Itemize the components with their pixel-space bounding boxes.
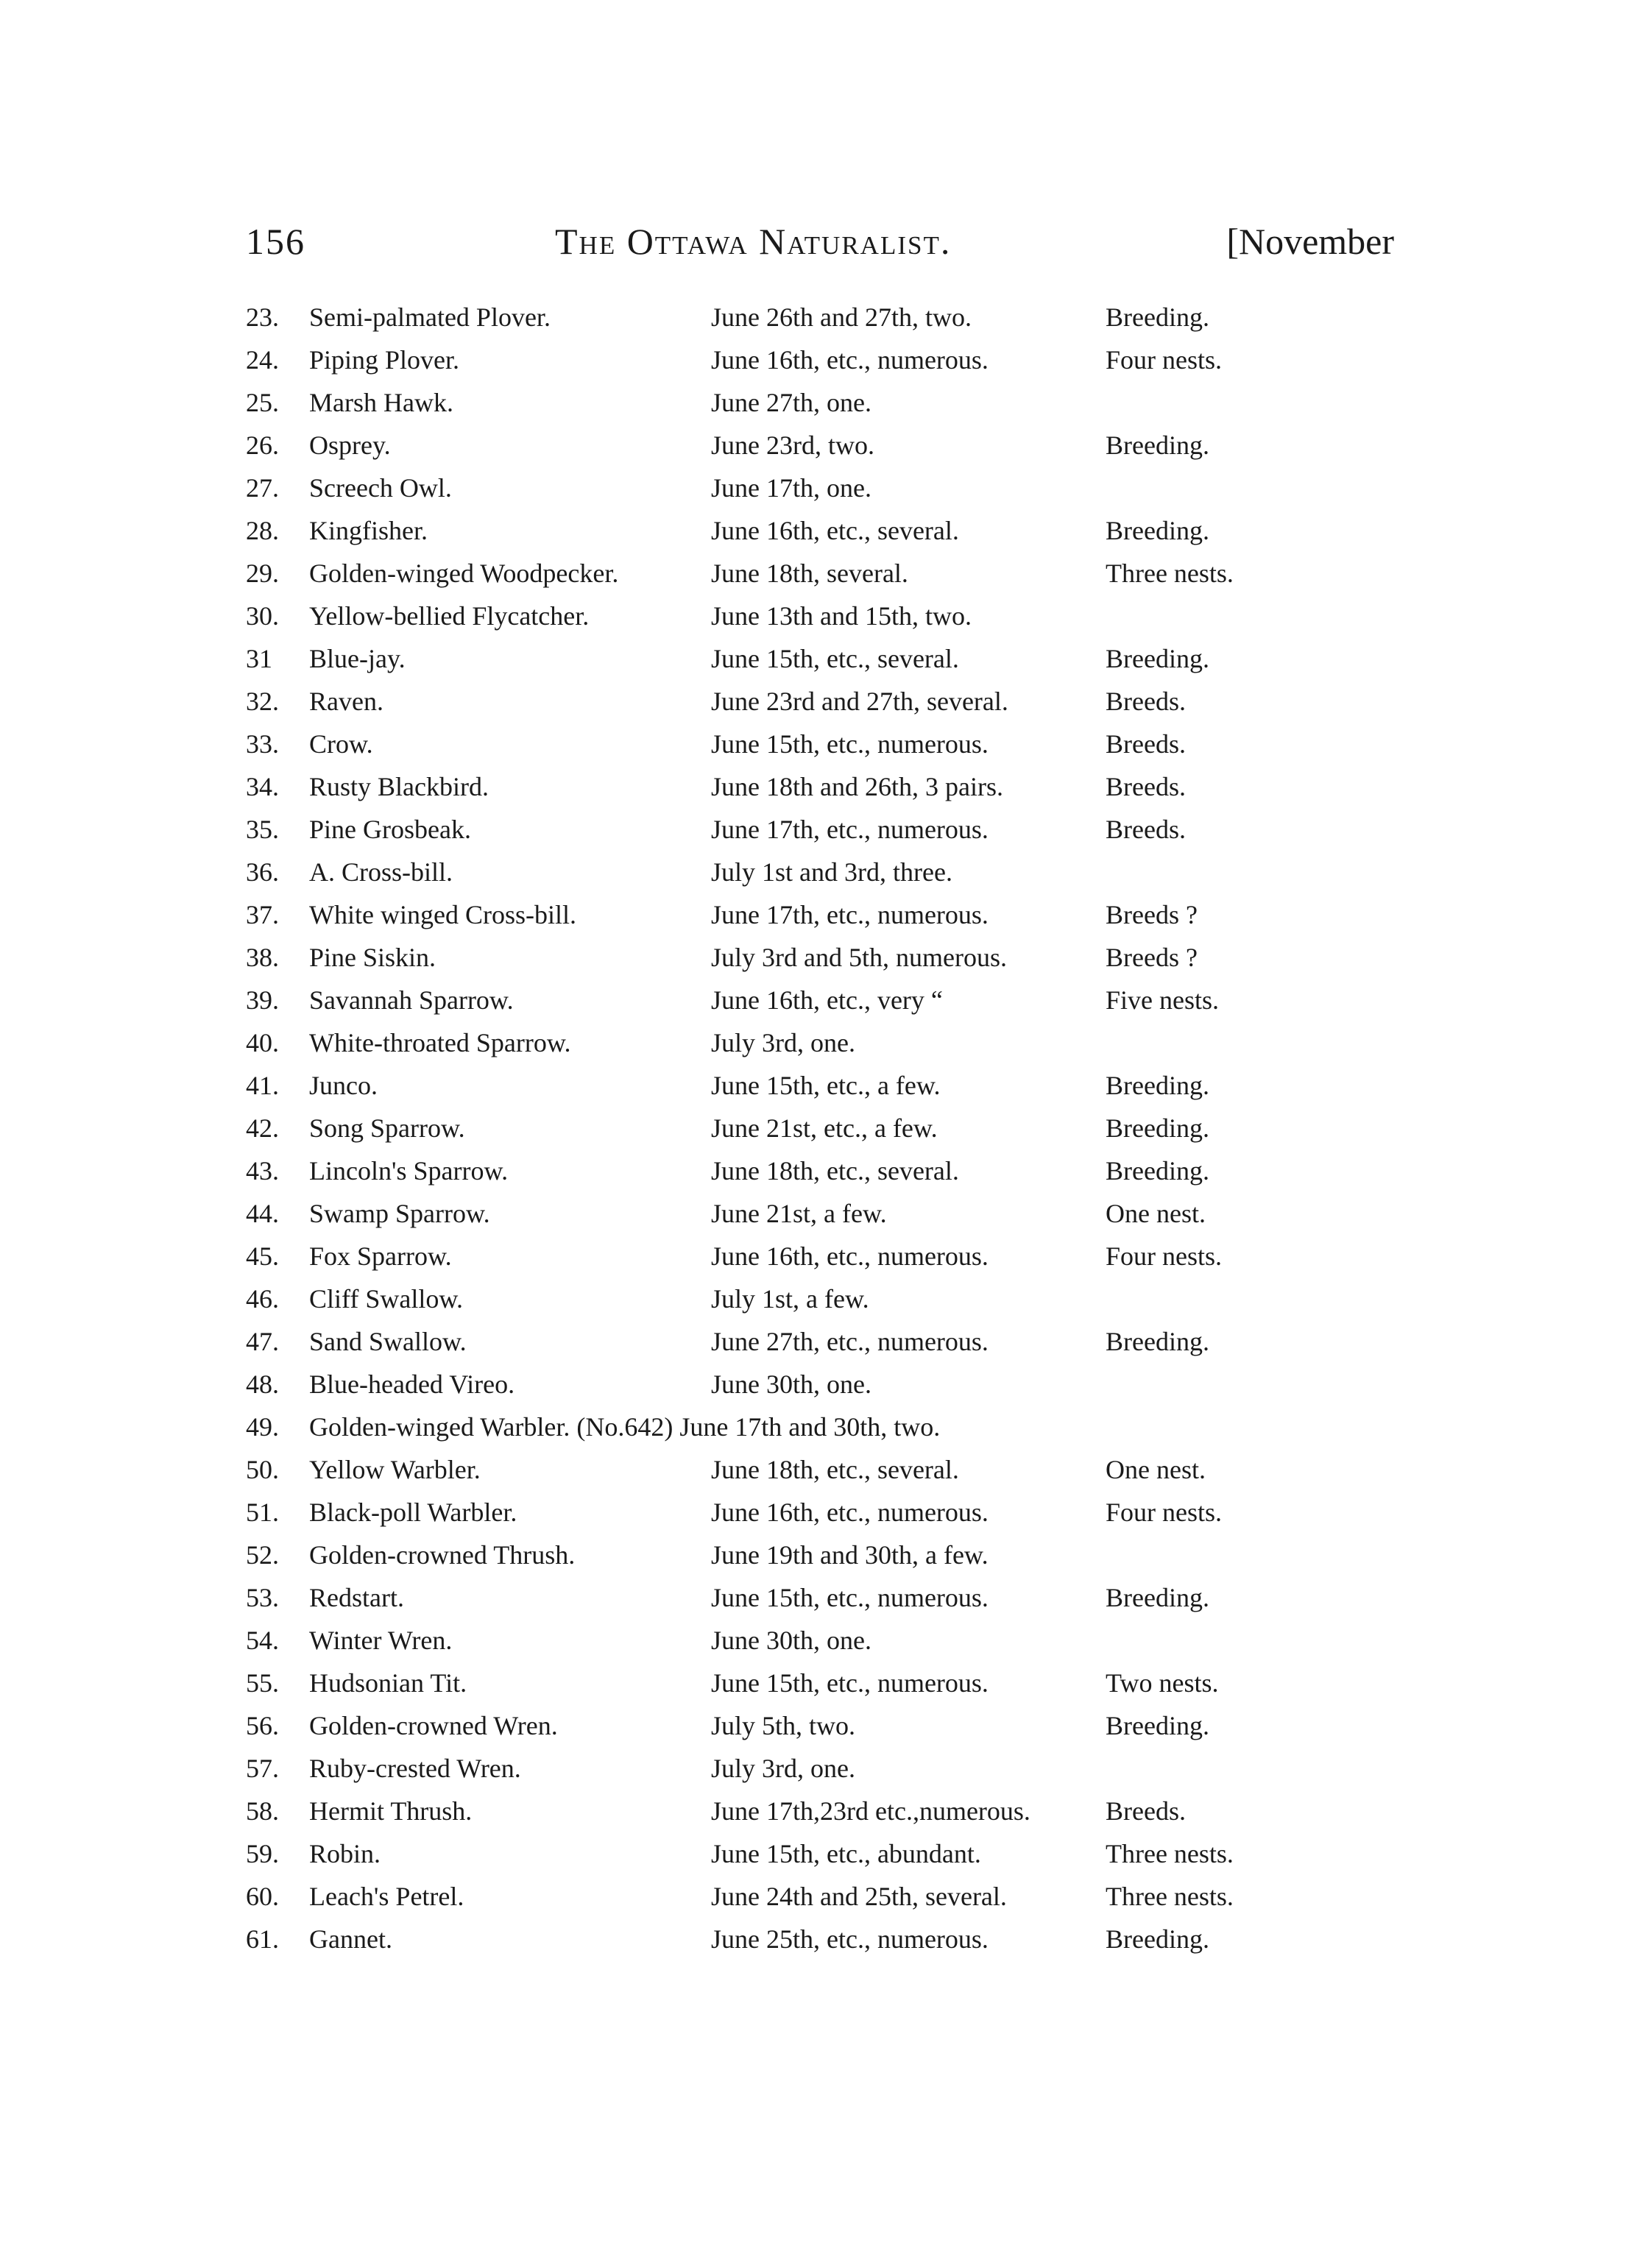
species-row <box>246 509 1350 552</box>
species-number: 23. <box>246 302 279 332</box>
species-number: 49. <box>246 1412 279 1442</box>
species-row <box>246 1192 1350 1235</box>
species-row <box>246 1875 1350 1918</box>
species-name: Raven. <box>309 687 383 716</box>
observation-dates: June 21st, a few. <box>711 1199 887 1228</box>
observation-dates: June 25th, etc., numerous. <box>711 1924 989 1954</box>
species-row <box>246 808 1350 851</box>
observation-dates: June 30th, one. <box>711 1369 871 1399</box>
observation-dates: July 3rd, one. <box>711 1028 855 1057</box>
species-name: Robin. <box>309 1839 381 1868</box>
species-number: 27. <box>246 473 279 503</box>
observation-dates: June 15th, etc., numerous. <box>711 1583 989 1612</box>
species-number: 55. <box>246 1668 279 1698</box>
observation-dates: June 23rd, two. <box>711 430 874 460</box>
observation-dates: June 15th, etc., a few. <box>711 1071 941 1100</box>
species-row <box>246 1918 1350 1960</box>
species-row <box>246 723 1350 765</box>
breeding-note: Breeding. <box>1106 1711 1209 1740</box>
journal-title: The Ottawa Naturalist. <box>555 221 952 262</box>
breeding-note: Breeds. <box>1106 687 1186 716</box>
species-row <box>246 1790 1350 1832</box>
species-row <box>246 1277 1350 1320</box>
species-number: 40. <box>246 1028 279 1057</box>
breeding-note: Breeds ? <box>1106 900 1198 929</box>
breeding-note: Three nests. <box>1106 1839 1234 1868</box>
species-row <box>246 1064 1350 1107</box>
species-row <box>246 552 1350 595</box>
species-number: 51. <box>246 1498 279 1527</box>
species-name: Semi-palmated Plover. <box>309 302 551 332</box>
species-number: 26. <box>246 430 279 460</box>
species-number: 61. <box>246 1924 279 1954</box>
species-name: Fox Sparrow. <box>309 1241 452 1271</box>
species-row <box>246 1662 1350 1704</box>
species-row <box>246 1320 1350 1363</box>
breeding-note: Breeding. <box>1106 1924 1209 1954</box>
observation-dates: June 26th and 27th, two. <box>711 302 972 332</box>
species-name: Blue-jay. <box>309 644 406 673</box>
breeding-note: Breeding. <box>1106 644 1209 673</box>
species-name: Sand Swallow. <box>309 1327 467 1356</box>
species-row-full-line <box>246 1406 1350 1448</box>
breeding-note: Breeding. <box>1106 1327 1209 1356</box>
species-number: 44. <box>246 1199 279 1228</box>
species-row <box>246 1619 1350 1662</box>
observation-dates: June 18th and 26th, 3 pairs. <box>711 772 1003 801</box>
breeding-note: Breeding. <box>1106 302 1209 332</box>
species-number: 34. <box>246 772 279 801</box>
observation-dates: June 17th, etc., numerous. <box>711 815 989 844</box>
observation-dates: July 3rd, one. <box>711 1754 855 1783</box>
species-row <box>246 1448 1350 1491</box>
observation-dates: June 19th and 30th, a few. <box>711 1540 989 1570</box>
species-number: 32. <box>246 687 279 716</box>
species-name: Piping Plover. <box>309 345 460 375</box>
species-name: Screech Owl. <box>309 473 452 503</box>
species-number: 33. <box>246 729 279 759</box>
species-number: 54. <box>246 1626 279 1655</box>
observation-dates: June 18th, etc., several. <box>711 1455 959 1484</box>
observation-dates: July 5th, two. <box>711 1711 856 1740</box>
species-number: 38. <box>246 943 279 972</box>
species-row <box>246 1704 1350 1747</box>
species-number: 60. <box>246 1882 279 1911</box>
species-name: Cliff Swallow. <box>309 1284 464 1314</box>
breeding-note: Breeds. <box>1106 772 1186 801</box>
species-name: Winter Wren. <box>309 1626 453 1655</box>
species-name: Osprey. <box>309 430 391 460</box>
breeding-note: Breeding. <box>1106 1156 1209 1186</box>
species-row <box>246 1363 1350 1406</box>
observation-dates: June 23rd and 27th, several. <box>711 687 1008 716</box>
species-number: 25. <box>246 388 279 417</box>
species-number: 31 <box>246 644 272 673</box>
species-number: 59. <box>246 1839 279 1868</box>
species-number: 29. <box>246 559 279 588</box>
species-name: Golden-crowned Wren. <box>309 1711 558 1740</box>
species-row <box>246 595 1350 637</box>
species-number: 43. <box>246 1156 279 1186</box>
species-row <box>246 1747 1350 1790</box>
species-name: Crow. <box>309 729 373 759</box>
species-name: Yellow-bellied Flycatcher. <box>309 601 590 631</box>
species-name: Blue-headed Vireo. <box>309 1369 515 1399</box>
species-row <box>246 979 1350 1021</box>
observation-dates: June 27th, etc., numerous. <box>711 1327 989 1356</box>
observation-dates: June 18th, several. <box>711 559 908 588</box>
breeding-note: Breeds. <box>1106 1796 1186 1826</box>
species-row <box>246 1021 1350 1064</box>
species-row <box>246 1235 1350 1277</box>
breeding-note: Three nests. <box>1106 1882 1234 1911</box>
species-row <box>246 381 1350 424</box>
breeding-note: Two nests. <box>1106 1668 1219 1698</box>
observation-dates: June 16th, etc., numerous. <box>711 1241 989 1271</box>
species-row <box>246 851 1350 893</box>
species-name: Pine Siskin. <box>309 943 436 972</box>
breeding-note: Breeds. <box>1106 729 1186 759</box>
species-number: 46. <box>246 1284 279 1314</box>
observation-dates: June 17th, one. <box>711 473 871 503</box>
breeding-note: Breeding. <box>1106 516 1209 545</box>
observation-dates: July 1st and 3rd, three. <box>711 857 952 887</box>
breeding-note: Breeds ? <box>1106 943 1198 972</box>
species-row <box>246 1107 1350 1149</box>
species-name: White winged Cross-bill. <box>309 900 576 929</box>
species-number: 39. <box>246 985 279 1015</box>
species-row <box>246 1534 1350 1576</box>
observation-dates: June 15th, etc., numerous. <box>711 729 989 759</box>
breeding-note: Breeding. <box>1106 430 1209 460</box>
species-number: 47. <box>246 1327 279 1356</box>
observation-dates: June 18th, etc., several. <box>711 1156 959 1186</box>
species-number: 28. <box>246 516 279 545</box>
observation-dates: June 24th and 25th, several. <box>711 1882 1007 1911</box>
species-number: 53. <box>246 1583 279 1612</box>
breeding-note: Breeds. <box>1106 815 1186 844</box>
species-name: Marsh Hawk. <box>309 388 453 417</box>
species-name: Black-poll Warbler. <box>309 1498 517 1527</box>
breeding-note: Breeding. <box>1106 1113 1209 1143</box>
species-name: Junco. <box>309 1071 378 1100</box>
observation-dates: June 17th,23rd etc.,numerous. <box>711 1796 1030 1826</box>
species-number: 30. <box>246 601 279 631</box>
species-name: Kingfisher. <box>309 516 428 545</box>
species-name: Song Sparrow. <box>309 1113 465 1143</box>
observation-dates: June 15th, etc., numerous. <box>711 1668 989 1698</box>
issue-month: [November <box>1226 221 1394 262</box>
species-number: 36. <box>246 857 279 887</box>
page-number: 156 <box>246 221 305 262</box>
observation-dates: June 16th, etc., very “ <box>711 985 943 1015</box>
species-row <box>246 424 1350 467</box>
species-number: 52. <box>246 1540 279 1570</box>
species-row <box>246 680 1350 723</box>
observation-dates: June 21st, etc., a few. <box>711 1113 938 1143</box>
observation-dates: June 17th, etc., numerous. <box>711 900 989 929</box>
species-name: Ruby-crested Wren. <box>309 1754 521 1783</box>
observation-dates: June 15th, etc., abundant. <box>711 1839 981 1868</box>
species-row <box>246 1491 1350 1534</box>
breeding-note: Four nests. <box>1106 1498 1223 1527</box>
breeding-note: Four nests. <box>1106 1241 1223 1271</box>
species-number: 58. <box>246 1796 279 1826</box>
species-row <box>246 1832 1350 1875</box>
species-number: 50. <box>246 1455 279 1484</box>
species-name: Rusty Blackbird. <box>309 772 489 801</box>
species-number: 24. <box>246 345 279 375</box>
species-number: 56. <box>246 1711 279 1740</box>
species-name: A. Cross-bill. <box>309 857 453 887</box>
species-number: 45. <box>246 1241 279 1271</box>
observation-dates: July 1st, a few. <box>711 1284 869 1314</box>
species-row <box>246 1576 1350 1619</box>
breeding-note: One nest. <box>1106 1199 1206 1228</box>
species-name: Golden-winged Woodpecker. <box>309 559 619 588</box>
observation-dates: June 16th, etc., numerous. <box>711 1498 989 1527</box>
species-list <box>246 296 1350 1960</box>
species-row <box>246 765 1350 808</box>
species-name: Pine Grosbeak. <box>309 815 471 844</box>
breeding-note: Five nests. <box>1106 985 1220 1015</box>
observation-dates: June 27th, one. <box>711 388 871 417</box>
species-number: 57. <box>246 1754 279 1783</box>
breeding-note: Three nests. <box>1106 559 1234 588</box>
species-name: White-throated Sparrow. <box>309 1028 571 1057</box>
species-number: 35. <box>246 815 279 844</box>
species-name: Savannah Sparrow. <box>309 985 514 1015</box>
page-header <box>246 212 1394 271</box>
breeding-note: Breeding. <box>1106 1583 1209 1612</box>
observation-dates: June 13th and 15th, two. <box>711 601 972 631</box>
species-number: 48. <box>246 1369 279 1399</box>
breeding-note: Four nests. <box>1106 345 1223 375</box>
species-name: Redstart. <box>309 1583 404 1612</box>
species-name: Gannet. <box>309 1924 392 1954</box>
species-number: 41. <box>246 1071 279 1100</box>
observation-dates: June 30th, one. <box>711 1626 871 1655</box>
species-row <box>246 936 1350 979</box>
species-number: 42. <box>246 1113 279 1143</box>
species-number: 37. <box>246 900 279 929</box>
species-row <box>246 296 1350 339</box>
species-row <box>246 467 1350 509</box>
breeding-note: One nest. <box>1106 1455 1206 1484</box>
species-entry-text: Golden-winged Warbler. (No.642) June 17th and 30th, two. <box>309 1412 941 1442</box>
species-row <box>246 893 1350 936</box>
observation-dates: July 3rd and 5th, numerous. <box>711 943 1007 972</box>
breeding-note: Breeding. <box>1106 1071 1209 1100</box>
species-row <box>246 339 1350 381</box>
species-name: Hermit Thrush. <box>309 1796 473 1826</box>
species-row <box>246 637 1350 680</box>
species-name: Leach's Petrel. <box>309 1882 464 1911</box>
species-name: Swamp Sparrow. <box>309 1199 490 1228</box>
species-name: Hudsonian Tit. <box>309 1668 467 1698</box>
species-name: Golden-crowned Thrush. <box>309 1540 576 1570</box>
species-name: Lincoln's Sparrow. <box>309 1156 509 1186</box>
species-name: Yellow Warbler. <box>309 1455 481 1484</box>
observation-dates: June 15th, etc., several. <box>711 644 959 673</box>
observation-dates: June 16th, etc., several. <box>711 516 959 545</box>
observation-dates: June 16th, etc., numerous. <box>711 345 989 375</box>
species-row <box>246 1149 1350 1192</box>
